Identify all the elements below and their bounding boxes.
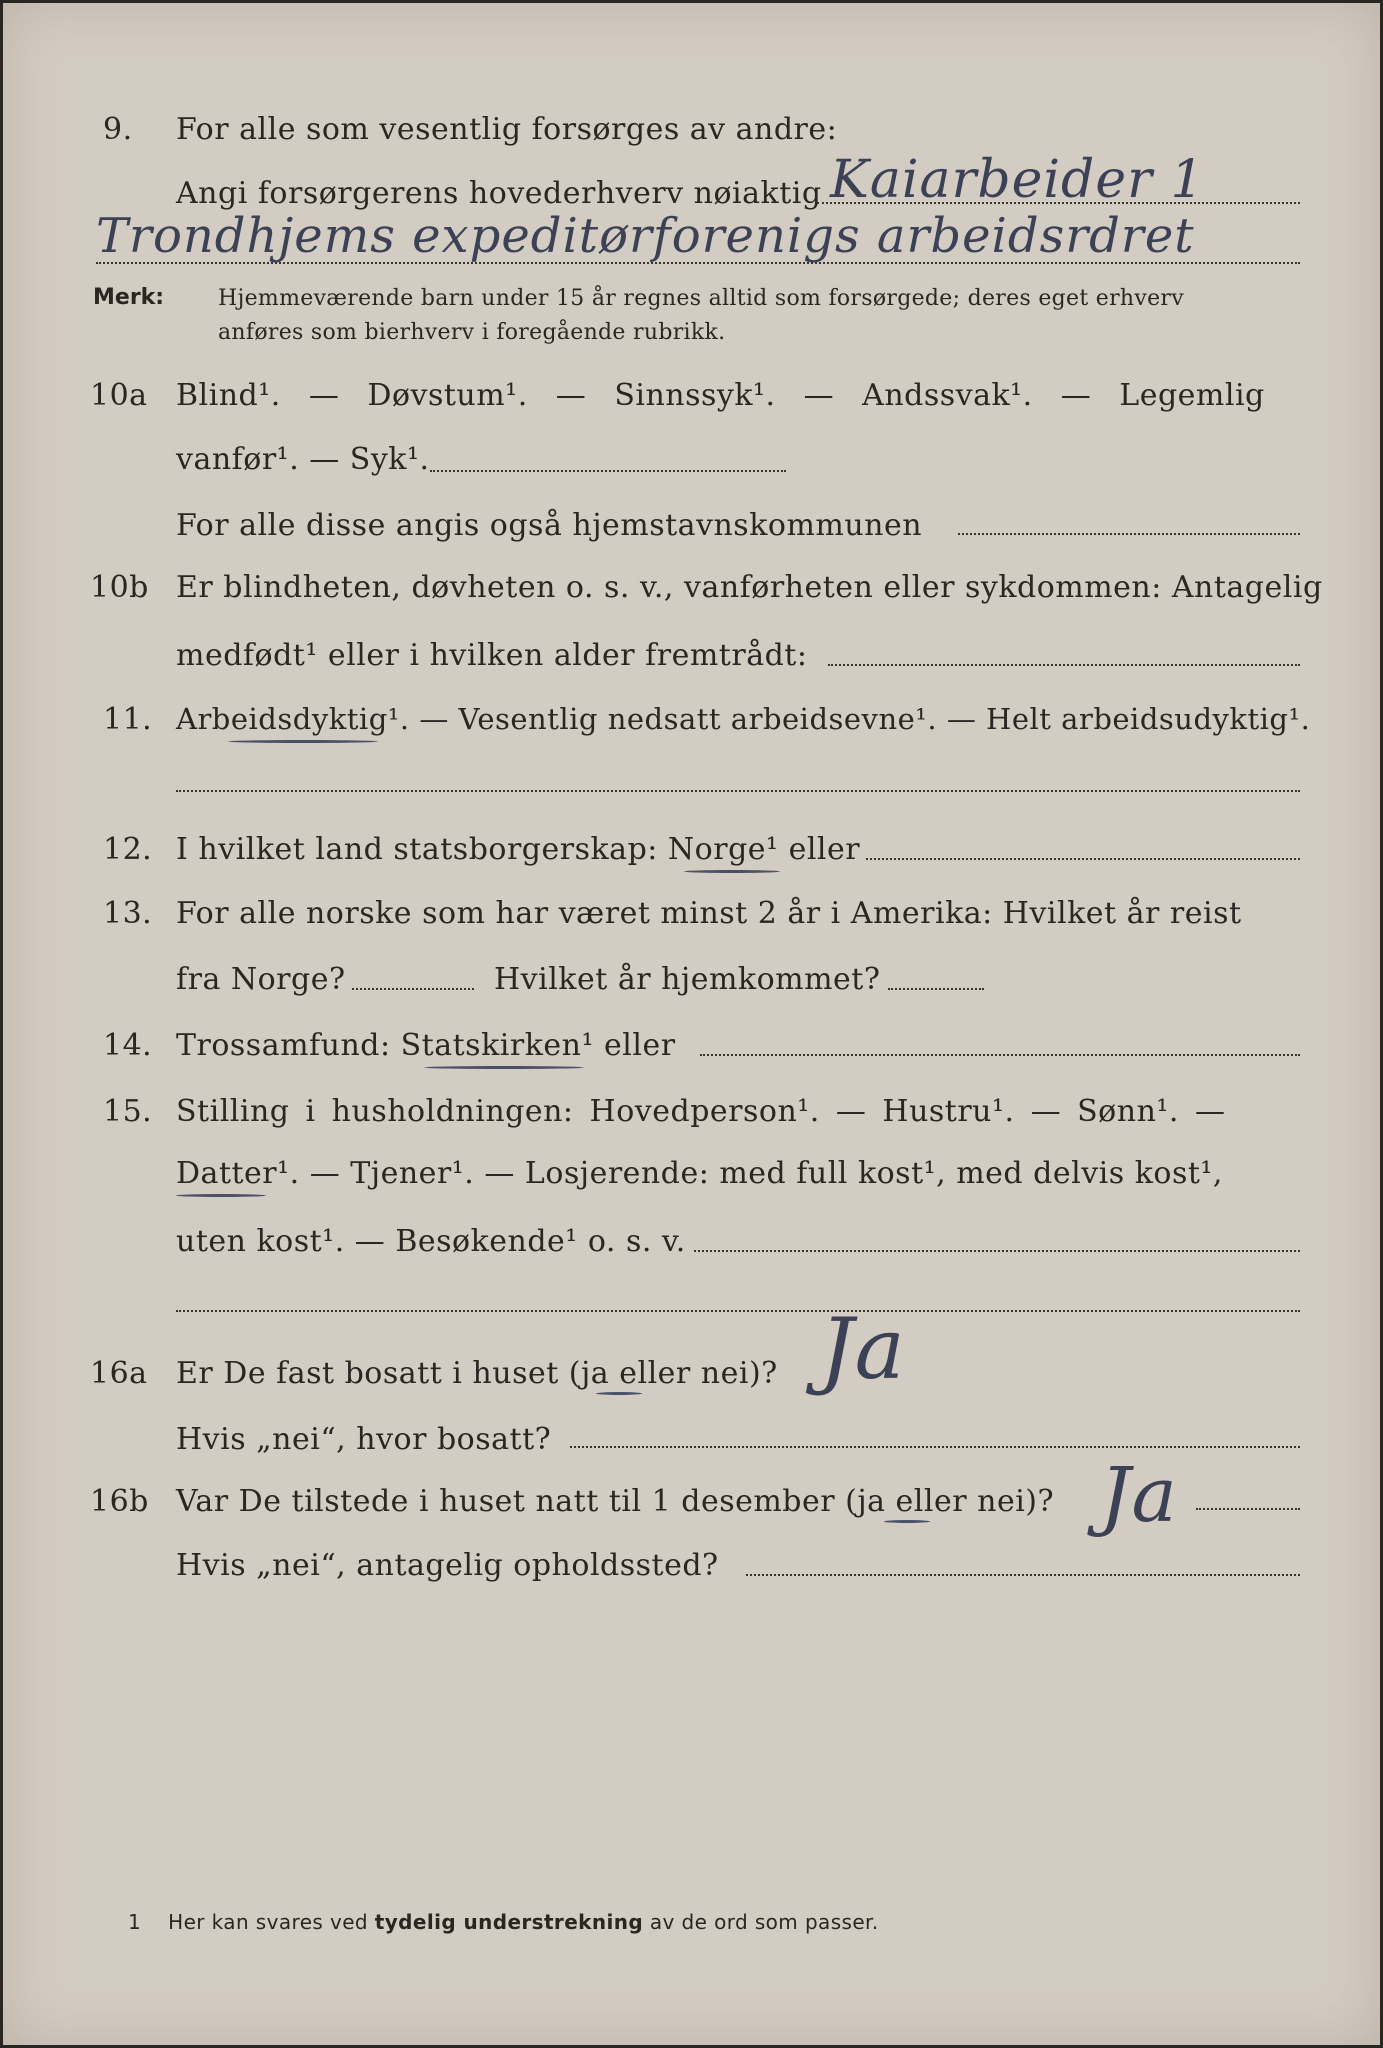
q16a-line2: Hvis „nei“, hvor bosatt?	[176, 1422, 552, 1457]
handwritten-answer: Kaiarbeider 1	[830, 150, 1205, 210]
q11-line1: Arbeidsdyktig¹. — Vesentlig nedsatt arbeidsevne¹. — Helt arbeidsudyktig¹.	[176, 702, 1311, 736]
q10b-line2: medfødt¹ eller i hvilken alder fremtrådt:	[176, 638, 808, 673]
q10a-line2: vanfør¹. — Syk¹.	[176, 442, 430, 477]
footnote-text-a: Her kan svares ved	[168, 1910, 375, 1934]
note-label: Merk:	[93, 285, 165, 310]
handwritten-answer: Ja	[820, 1300, 906, 1398]
question-number: 9.	[103, 112, 133, 147]
answer-line	[746, 1574, 1300, 1576]
answer-line	[888, 988, 984, 990]
answer-line	[430, 470, 786, 472]
note-line2: anføres som bierhverv i foregående rubrikk.	[218, 320, 726, 345]
q13-line2a: fra Norge?	[176, 962, 346, 997]
q14-line1: Trossamfund: Statskirken¹ eller	[176, 1028, 676, 1063]
q16b-line1: Var De tilstede i huset natt til 1 desember (ja eller nei)?	[176, 1484, 1055, 1519]
answer-line	[352, 988, 474, 990]
underline-mark	[228, 740, 378, 743]
q13-line2b: Hvilket år hjemkommet?	[494, 962, 881, 997]
answer-line	[866, 858, 1300, 860]
question-number: 10b	[90, 570, 149, 605]
answer-line	[700, 1054, 1300, 1056]
answer-line	[96, 262, 1300, 264]
footnote-text-c: av de ord som passer.	[643, 1910, 879, 1934]
footnote-text-b: tydelig understrekning	[374, 1910, 644, 1934]
q10a-line3: For alle disse angis også hjemstavnskommunen	[176, 508, 923, 543]
q10a-line1: Blind¹. — Døvstum¹. — Sinnssyk¹. — Andssvak¹. — Legemlig	[176, 378, 1265, 413]
q15-line2: Datter¹. — Tjener¹. — Losjerende: med full kost¹, med delvis kost¹,	[176, 1156, 1223, 1191]
footnote	[128, 1910, 879, 1934]
q15-line3: uten kost¹. — Besøkende¹ o. s. v.	[176, 1224, 686, 1259]
answer-line	[570, 1446, 1300, 1448]
q15-line1: Stilling i husholdningen: Hovedperson¹. — Hustru¹. — Sønn¹. —	[176, 1094, 1226, 1129]
q16b-line2: Hvis „nei“, antagelig opholdssted?	[176, 1548, 719, 1583]
question-number: 13.	[103, 896, 153, 931]
q16a-line1: Er De fast bosatt i huset (ja eller nei)?	[176, 1356, 778, 1391]
underline-mark	[176, 1194, 266, 1197]
answer-line	[828, 664, 1300, 666]
q9-line1: For alle som vesentlig forsørges av andre:	[176, 112, 838, 147]
question-number: 10a	[90, 378, 148, 413]
question-number: 14.	[103, 1028, 153, 1063]
answer-line	[958, 533, 1300, 535]
q12-line1: I hvilket land statsborgerskap: Norge¹ eller	[176, 832, 861, 867]
question-number: 16b	[90, 1484, 149, 1519]
underline-mark	[596, 1392, 642, 1395]
answer-line	[1196, 1508, 1300, 1510]
answer-line	[176, 1310, 1300, 1312]
question-number: 11.	[103, 702, 153, 737]
question-number: 12.	[103, 832, 153, 867]
underline-mark	[684, 870, 780, 873]
footnote-mark: 1	[128, 1910, 142, 1934]
answer-line	[176, 790, 1300, 792]
handwritten-answer: Trondhjems expeditørforenigs arbeidsrdret	[96, 208, 1195, 264]
note-line1: Hjemmeværende barn under 15 år regnes alltid som forsørgede; deres eget erhverv	[218, 286, 1184, 311]
question-number: 15.	[103, 1094, 153, 1129]
q10b-line1: Er blindheten, døvheten o. s. v., vanførheten eller sykdommen: Antagelig	[176, 570, 1323, 605]
q13-line1: For alle norske som har været minst 2 år i Amerika: Hvilket år reist	[176, 896, 1242, 931]
q9-line2: Angi forsørgerens hovederhverv nøiaktig	[176, 176, 822, 211]
answer-line	[694, 1250, 1300, 1252]
underline-mark	[424, 1066, 584, 1069]
handwritten-answer: Ja	[1100, 1450, 1178, 1539]
question-number: 16a	[90, 1356, 148, 1391]
underline-mark	[884, 1520, 930, 1523]
